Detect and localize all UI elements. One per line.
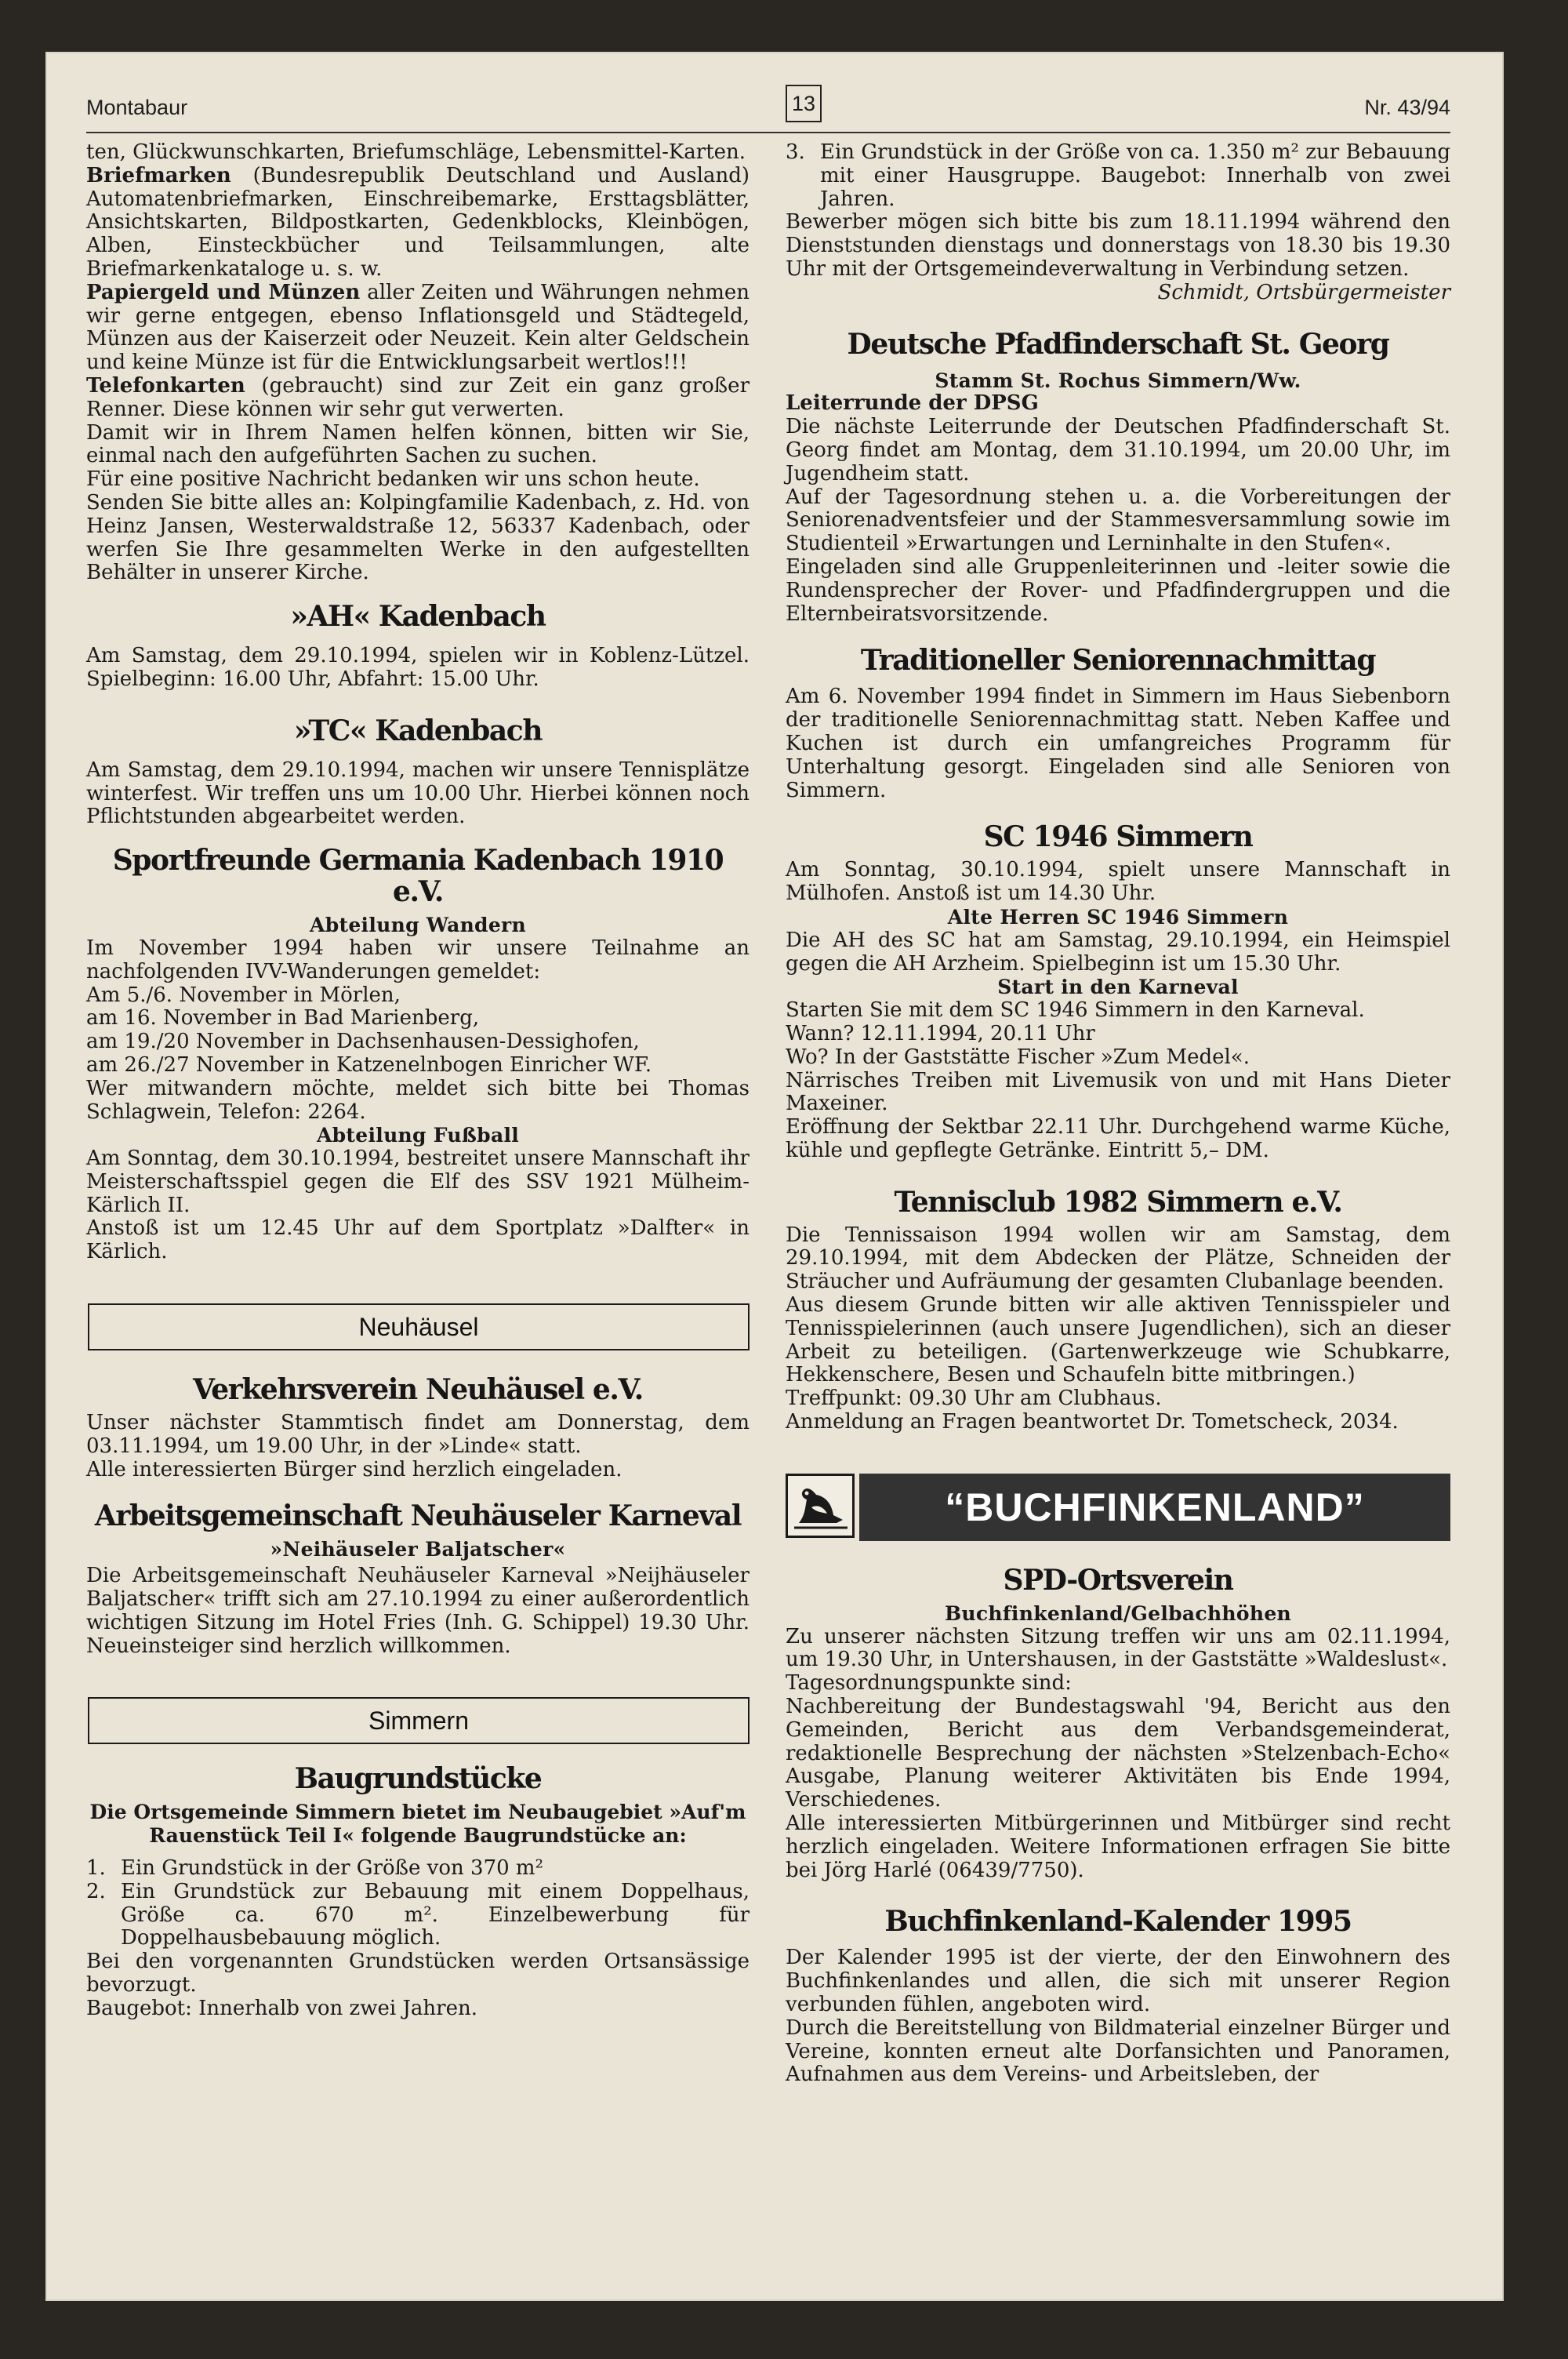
subheading-fussball: Abteilung Fußball [316, 1124, 520, 1147]
paragraph: Am Samstag, dem 29.10.1994, machen wir unsere Tennisplätze winterfest. Wir treffen uns um 10.00 Uhr. Hierbei können noch Pflichtstunden abgearbeitet werden. [86, 758, 750, 829]
paragraph: Tagesordnungspunkte sind: [786, 1671, 1072, 1696]
paragraph: Nachbereitung der Bundestagswahl '94, Bericht aus den Gemeinden, Bericht aus dem Verbandsgemeinderat, redaktionelle Besprechung der nächsten »Stelzenbach-Echo« Ausgabe, Planung weiterer Aktivitäten bis Ende 1994, Verschiedenes. [786, 1695, 1450, 1812]
numbered-item [786, 141, 1450, 211]
subheading-wandern: Abteilung Wandern [310, 914, 526, 937]
list-item: am 16. November in Bad Marienberg, [86, 1006, 480, 1030]
section-title-ah-kadenbach: »AH« Kadenbach [290, 600, 546, 634]
left-column [86, 141, 750, 2021]
paragraph: Die AH des SC hat am Samstag, 29.10.1994, ein Heimspiel gegen die AH Arzheim. Spielbeginn ist um 15.30 Uhr. [786, 928, 1450, 976]
paragraph: Damit wir in Ihrem Namen helfen können, bitten wir Sie, einmal nach den aufgeführten Sachen zu suchen. [86, 420, 750, 468]
bold-lead: Papiergeld und Münzen [86, 280, 361, 304]
right-column [786, 141, 1450, 2087]
paragraph: Die Arbeitsgemeinschaft Neuhäuseler Karneval »Neijhäuseler Baljatscher« trifft sich am 27.10.1994 zu einer außerordentlich wichtigen Sitzung im Hotel Fries (Inh. G. Schippel) 19.30 Uhr. Neueinsteiger sind herzlich willkommen. [86, 1564, 750, 1658]
section-title-sportfreunde: Sportfreunde Germania Kadenbach 1910 e.V. [112, 844, 724, 909]
paragraph: Die Tennissaison 1994 wollen wir am Samstag, dem 29.10.1994, mit dem Abdecken der Plätze, Schneiden der Sträucher und Aufräumung der gesamten Clubanlage beenden. [786, 1223, 1450, 1294]
paragraph: Wo? In der Gaststätte Fischer »Zum Medel«. [786, 1045, 1250, 1069]
bold-subheading: Leiterrunde der DPSG [786, 391, 1039, 416]
item-number: 2. [86, 1879, 106, 1903]
subheading-baljatscher: »Neihäuseler Baljatscher« [270, 1538, 566, 1561]
paragraph [86, 282, 750, 375]
paragraph: Eröffnung der Sektbar 22.11 Uhr. Durchgehend warme Küche, kühle und gepflegte Getränke. Eintritt 5,– DM. [786, 1115, 1450, 1162]
paragraph: Im November 1994 haben wir unsere Teilnahme an nachfolgenden IVV-Wanderungen gemeldet: [86, 936, 750, 983]
paragraph: ten, Glückwunschkarten, Briefumschläge, Lebensmittel-Karten. [86, 140, 746, 164]
bold-lead: Briefmarken [86, 163, 231, 187]
paragraph: Für eine positive Nachricht bedanken wir uns schon heute. [86, 467, 700, 492]
paragraph: Der Kalender 1995 ist der vierte, der den Einwohnern des Buchfinkenlandes und allen, die sich mit unserer Region verbunden fühlen, angeboten wird. [786, 1946, 1450, 2017]
section-title-verkehrsverein: Verkehrsverein Neuhäusel e.V. [193, 1373, 643, 1407]
subheading-baugebiet: Die Ortsgemeinde Simmern bietet im Neubaugebiet »Auf'm Rauenstück Teil I« folgende Baugrundstücke an: [89, 1801, 746, 1848]
page-number: 13 [786, 85, 822, 122]
finch-bird-icon [786, 1474, 855, 1538]
paragraph: Bewerber mögen sich bitte bis zum 18.11.1994 während den Dienststunden dienstags und donnerstags von 18.30 bis 19.30 Uhr mit der Ortsgemeindeverwaltung in Verbindung setzen. [786, 210, 1450, 281]
signature: Schmidt, Ortsbürgermeister [1157, 280, 1450, 304]
paragraph: Durch die Bereitstellung von Bildmaterial einzelner Bürger und Vereine, konnten erneut alte Dorfansichten und Panoramen, Aufnahmen aus dem Vereins- und Arbeitsleben, der [786, 2016, 1450, 2087]
subheading-stamm: Stamm St. Rochus Simmern/Ww. [935, 369, 1301, 392]
paragraph: Eingeladen sind alle Gruppenleiterinnen und -leiter sowie die Rundensprecher der Rover- und Pfadfindergruppen und die Elternbeiratsvorsitzende. [786, 554, 1450, 626]
paragraph: Zu unserer nächsten Sitzung treffen wir uns am 02.11.1994, um 19.30 Uhr, in Untershausen, in der Gaststätte »Waldeslust«. [786, 1624, 1450, 1672]
subheading-gelbachhoehen: Buchfinkenland/Gelbachhöhen [944, 1601, 1292, 1625]
paragraph: Am Samstag, dem 29.10.1994, spielen wir in Koblenz-Lützel. Spielbeginn: 16.00 Uhr, Abfahrt: 15.00 Uhr. [86, 644, 750, 691]
paragraph: Treffpunkt: 09.30 Uhr am Clubhaus. [786, 1387, 1162, 1411]
numbered-item [86, 1881, 750, 1950]
paragraph: Anmeldung an Fragen beantwortet Dr. Tometscheck, 2034. [786, 1410, 1399, 1434]
paragraph: Bei den vorgenannten Grundstücken werden Ortsansässige bevorzugt. [86, 1950, 750, 1997]
issue-number: Nr. 43/94 [1364, 96, 1450, 119]
paragraph: Alle interessierten Mitbürgerinnen und Mitbürger sind recht herzlich eingeladen. Weitere Informationen erfragen Sie bitte bei Jörg Harlé (06439/7750). [786, 1812, 1450, 1882]
list-item: am 19./20 November in Dachsenhausen-Dessighofen, [86, 1030, 640, 1054]
paragraph: Wann? 12.11.1994, 20.11 Uhr [786, 1021, 1095, 1045]
paragraph: Starten Sie mit dem SC 1946 Simmern in den Karneval. [786, 998, 1365, 1023]
item-text: Ein Grundstück in der Größe von 370 m² [121, 1856, 543, 1881]
paragraph: Am 6. November 1994 findet in Simmern im Haus Siebenborn der traditionelle Seniorennachmittag statt. Neben Kaffee und Kuchen ist durch ein umfangreiches Programm für Unterhaltung gesorgt. Eingeladen sind alle Senioren von Simmern. [786, 685, 1450, 802]
item-number: 3. [786, 140, 805, 164]
section-title-seniorennachmittag: Traditioneller Seniorennachmittag [860, 644, 1376, 678]
paragraph: Die nächste Leiterrunde der Deutschen Pfadfinderschaft St. Georg findet am Montag, dem 31.10.1994, um 20.00 Uhr, im Jugendheim statt. [786, 415, 1450, 485]
bold-lead: Telefonkarten [86, 373, 245, 398]
section-box-simmern: Simmern [88, 1697, 750, 1744]
paragraph [86, 375, 750, 422]
paragraph [86, 165, 750, 282]
paragraph: Senden Sie bitte alles an: Kolpingfamilie Kadenbach, z. Hd. von Heinz Jansen, Westerwaldstraße 12, 56337 Kadenbach, oder werfen Sie Ihre gesammelten Werke in den aufgestellten Behälter in unserer Kirche. [86, 490, 750, 585]
section-title-arbeitsgemeinschaft: Arbeitsgemeinschaft Neuhäuseler Karneval [94, 1499, 742, 1533]
section-title-baugrundstuecke: Baugrundstücke [294, 1762, 542, 1796]
item-text: Ein Grundstück zur Bebauung mit einem Doppelhaus, Größe ca. 670 m². Einzelbewerbung für Doppelhausbebauung möglich. [121, 1879, 750, 1950]
paragraph: Unser nächster Stammtisch findet am Donnerstag, dem 03.11.1994, um 19.00 Uhr, in der »Linde« statt. [86, 1411, 750, 1458]
section-title-spd: SPD-Ortsverein [1003, 1563, 1233, 1597]
paragraph: Wer mitwandern möchte, meldet sich bitte bei Thomas Schlagwein, Telefon: 2264. [86, 1076, 750, 1124]
list-item: am 26./27 November in Katzenelnbogen Einricher WF. [86, 1052, 652, 1077]
header-town: Montabaur [86, 96, 188, 119]
item-text: Ein Grundstück in der Größe von ca. 1.350 m² zur Bebauung mit einer Hausgruppe. Baugebot: Innerhalb von zwei Jahren. [820, 140, 1450, 211]
subheading-alte-herren: Alte Herren SC 1946 Simmern [947, 905, 1289, 929]
page-header [86, 45, 1450, 133]
buchfinkenland-banner [786, 1474, 1450, 1541]
numbered-item [86, 1857, 750, 1881]
section-title-tc-kadenbach: »TC« Kadenbach [293, 714, 543, 747]
section-title-pfadfinderschaft: Deutsche Pfadfinderschaft St. Georg [847, 327, 1389, 361]
section-title-sc-simmern: SC 1946 Simmern [983, 820, 1253, 854]
banner-title: “BUCHFINKENLAND” [859, 1474, 1450, 1541]
list-item: Am 5./6. November in Mörlen, [86, 983, 401, 1007]
paragraph: Aus diesem Grunde bitten wir alle aktiven Tennisspieler und Tennisspielerinnen (auch unsere Jugendlichen), sich an dieser Arbeit zu beteiligen. (Gartenwerkzeuge wie Schubkarre, Hekkenschere, Besen und Schaufeln bitte mitbringen.) [786, 1293, 1450, 1387]
paragraph-text: (Bundesrepublik Deutschland und Ausland) Automatenbriefmarken, Einschreibemarke, Ersttagsblätter, Ansichtskarten, Bildpostkarten, Gedenkblocks, Kleinbögen, Alben, Einsteckbücher und Teilsammlungen, alte Briefmarkenkataloge u. s. w. [86, 163, 750, 281]
paragraph-text: (gebraucht) sind zur Zeit ein ganz großer Renner. Diese können wir sehr gut verwerten. [86, 373, 750, 421]
section-title-kalender: Buchfinkenland-Kalender 1995 [884, 1905, 1352, 1939]
section-box-neuhaeusel: Neuhäusel [88, 1303, 750, 1350]
paragraph: Am Sonntag, dem 30.10.1994, bestreitet unsere Mannschaft ihr Meisterschaftsspiel gegen die Elf des SSV 1921 Mülheim-Kärlich II. [86, 1147, 750, 1217]
paragraph: Alle interessierten Bürger sind herzlich eingeladen. [86, 1457, 622, 1481]
paragraph: Anstoß ist um 12.45 Uhr auf dem Sportplatz »Dalfter« in Kärlich. [86, 1216, 750, 1264]
paragraph: Närrisches Treiben mit Livemusik von und mit Hans Dieter Maxeiner. [786, 1068, 1450, 1116]
paragraph-text: aller Zeiten und Währungen nehmen wir gerne entgegen, ebenso Inflationsgeld und Städtegeld, Münzen aus der Kaiserzeit oder Neuzeit. Kein alter Geldschein und keine Münze ist für die Entwicklungsarbeit wertlos!!! [86, 280, 750, 375]
subheading-karneval: Start in den Karneval [997, 976, 1239, 999]
paragraph: Baugebot: Innerhalb von zwei Jahren. [86, 1996, 477, 2020]
paragraph: Auf der Tagesordnung stehen u. a. die Vorbereitungen der Seniorenadventsfeier und der Stammesversammlung sowie im Studienteil »Erwartungen und Lerninhalte in den Stufen«. [786, 485, 1450, 556]
paragraph: Am Sonntag, 30.10.1994, spielt unsere Mannschaft in Mülhofen. Anstoß ist um 14.30 Uhr. [786, 858, 1450, 906]
item-number: 1. [86, 1856, 106, 1881]
section-title-tennisclub: Tennisclub 1982 Simmern e.V. [894, 1185, 1342, 1219]
